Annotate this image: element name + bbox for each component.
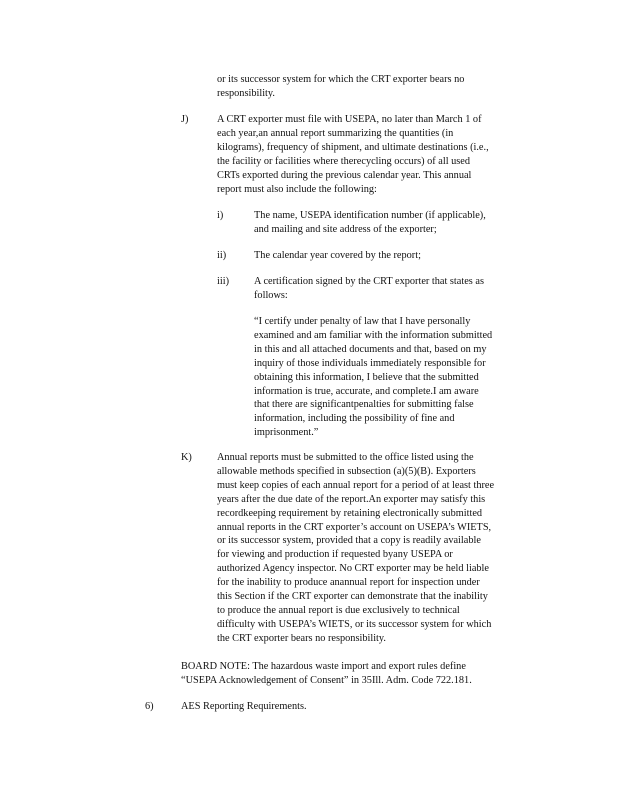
text-line: for the inability to produce anannual report for inspection under (217, 577, 480, 589)
subitem-label-ii: ii) (217, 250, 227, 261)
item-label-k: K) (181, 452, 192, 463)
subitem-label-iii: iii) (217, 276, 230, 287)
text-line: follows: (254, 289, 288, 301)
text-line: CRTs exported during the previous calendar year. This annual (217, 169, 472, 181)
certification-quote (254, 315, 537, 440)
text-line: and mailing and site address of the exporter; (254, 223, 437, 235)
item-j-paragraph (217, 113, 537, 196)
subitem-ii-paragraph (254, 249, 537, 263)
text-line: each year,an annual report summarizing the quantities (in (217, 127, 454, 139)
text-line: inquiry of those individuals immediately responsible for (254, 357, 486, 369)
text-line: examined and am familiar with the information submitted (254, 329, 493, 341)
text-line: for viewing and production if requested byany USEPA or (217, 549, 453, 561)
text-line: this Section if the CRT exporter can demonstrate that the inability (217, 591, 488, 603)
text-line: “USEPA Acknowledgement of Consent” in 35Ill. Adm. Code 722.181. (181, 674, 472, 686)
board-note (181, 660, 537, 688)
text-line: the facility or facilities where therecycling occurs) of all used (217, 155, 471, 167)
text-line: years after the due date of the report.An exporter may satisfy this (217, 493, 486, 505)
text-line: “I certify under penalty of law that I have personally (254, 316, 471, 327)
item-k-paragraph (217, 451, 537, 646)
text-line: to produce the annual report is due exclusively to technical (217, 604, 460, 616)
subitem-i-paragraph (254, 209, 537, 237)
text-line: the CRT exporter bears no responsibility. (217, 632, 386, 644)
text-line: information is true, accurate, and complete.I am aware (254, 385, 479, 397)
text-line: recordkeeping requirement by retaining electronically submitted (217, 507, 483, 519)
section-heading-aes-reporting: AES Reporting Requirements. (181, 701, 307, 712)
text-line: in this and all attached documents and that, based on my (254, 343, 487, 355)
text-line: difficulty with USEPA’s WIETS, or its successor system for which (217, 618, 492, 630)
text-line: kilograms), frequency of shipment, and ultimate destinations (i.e., (217, 141, 489, 153)
text-line: information, including the possibility of fine and (254, 413, 455, 425)
text-line: A certification signed by the CRT exporter that states as (254, 276, 484, 287)
text-line: The name, USEPA identification number (if applicable), (254, 210, 486, 221)
continuation-paragraph (217, 73, 537, 101)
text-line: A CRT exporter must file with USEPA, no later than March 1 of (217, 114, 482, 125)
item-label-j: J) (181, 114, 189, 125)
text-line: Annual reports must be submitted to the office listed using the (217, 452, 474, 463)
subitem-iii-paragraph (254, 275, 537, 303)
text-line: or its successor system, provided that a copy is readily available (217, 535, 481, 547)
text-line: responsibility. (217, 87, 275, 99)
text-line: imprisonment.” (254, 427, 319, 439)
text-line: The calendar year covered by the report; (254, 250, 421, 261)
text-line: allowable methods specified in subsection (a)(5)(B). Exporters (217, 465, 476, 477)
text-line: or its successor system for which the CRT exporter bears no (217, 74, 465, 85)
section-label-6: 6) (145, 701, 154, 712)
text-line: report must also include the following: (217, 183, 377, 195)
text-line: annual reports in the CRT exporter’s account on USEPA’s WIETS, (217, 521, 492, 533)
text-line: must keep copies of each annual report for a period of at least three (217, 479, 495, 491)
text-line: authorized Agency inspector. No CRT exporter may be held liable (217, 563, 489, 575)
subitem-label-i: i) (217, 210, 224, 221)
text-line: obtaining this information, I believe that the submitted (254, 371, 479, 383)
text-line: BOARD NOTE: The hazardous waste import and export rules define (181, 661, 466, 672)
text-line: that there are significantpenalties for submitting false (254, 399, 474, 411)
